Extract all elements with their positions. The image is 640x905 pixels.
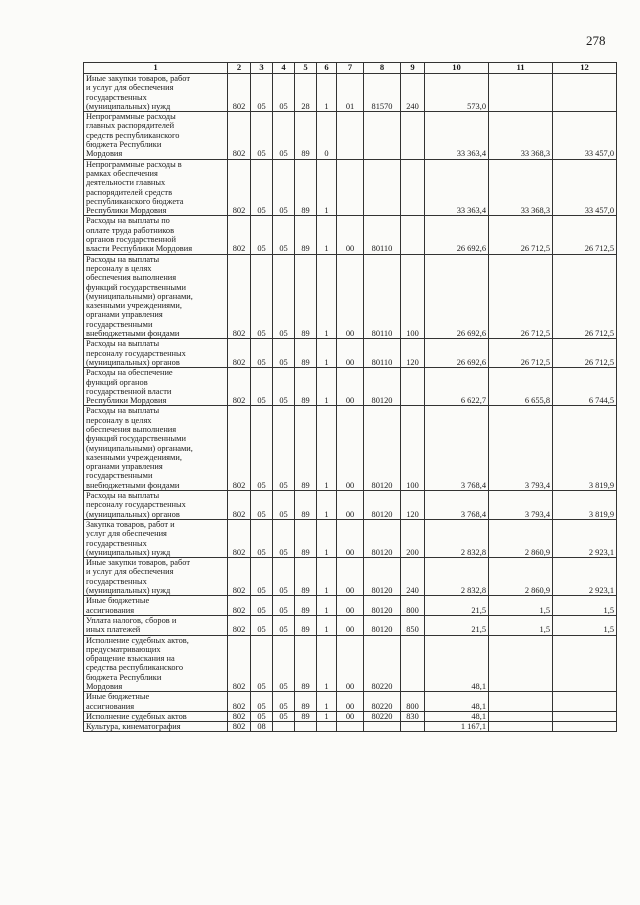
direction-cell: 80120 — [364, 615, 401, 635]
direction-cell — [364, 112, 401, 159]
program-cell: 89 — [295, 491, 317, 520]
expense-type-cell — [401, 112, 425, 159]
direction-cell: 80220 — [364, 711, 401, 721]
amount-year1-cell: 21,5 — [425, 596, 489, 616]
amount-year1-cell: 2 832,8 — [425, 558, 489, 596]
subprogram-cell: 1 — [317, 159, 337, 216]
gr-code-cell: 802 — [228, 558, 251, 596]
header-row — [84, 63, 617, 74]
section-cell: 05 — [251, 711, 273, 721]
event-cell — [337, 112, 364, 159]
direction-cell: 81570 — [364, 74, 401, 112]
gr-code-cell: 802 — [228, 596, 251, 616]
header-cell: 10 — [425, 63, 489, 74]
amount-year3-cell — [553, 692, 617, 712]
table-row — [84, 216, 617, 254]
row-name-cell: Расходы на выплаты персоналу в целях обеспечения выполнения функций государственными (муниципальными) органами, казенными учреждениями, органами управления государственными внебюджетными фондами — [84, 406, 228, 491]
gr-code-cell: 802 — [228, 254, 251, 339]
event-cell: 00 — [337, 368, 364, 406]
gr-code-cell: 802 — [228, 491, 251, 520]
subsection-cell: 05 — [273, 558, 295, 596]
amount-year2-cell — [489, 711, 553, 721]
table-row — [84, 112, 617, 159]
subsection-cell: 05 — [273, 112, 295, 159]
expense-type-cell — [401, 635, 425, 692]
direction-cell: 80120 — [364, 596, 401, 616]
amount-year2-cell — [489, 692, 553, 712]
subprogram-cell: 0 — [317, 112, 337, 159]
event-cell — [337, 159, 364, 216]
header-cell: 8 — [364, 63, 401, 74]
direction-cell: 80110 — [364, 339, 401, 368]
expense-type-cell — [401, 159, 425, 216]
direction-cell — [364, 159, 401, 216]
amount-year1-cell: 48,1 — [425, 635, 489, 692]
table-row — [84, 254, 617, 339]
amount-year1-cell: 21,5 — [425, 615, 489, 635]
amount-year2-cell: 6 655,8 — [489, 368, 553, 406]
direction-cell: 80120 — [364, 368, 401, 406]
program-cell: 89 — [295, 159, 317, 216]
row-name-cell: Расходы на обеспечение функций органов государственной власти Республики Мордовия — [84, 368, 228, 406]
section-cell: 08 — [251, 722, 273, 732]
amount-year2-cell: 3 793,4 — [489, 491, 553, 520]
program-cell: 89 — [295, 254, 317, 339]
row-name-cell: Иные бюджетные ассигнования — [84, 596, 228, 616]
program-cell: 89 — [295, 112, 317, 159]
row-name-cell: Расходы на выплаты персоналу в целях обеспечения выполнения функций государственными (муниципальными) органами, казенными учреждениями, органами управления государственными внебюджетными фондами — [84, 254, 228, 339]
gr-code-cell: 802 — [228, 74, 251, 112]
subsection-cell: 05 — [273, 74, 295, 112]
expense-type-cell: 100 — [401, 254, 425, 339]
gr-code-cell: 802 — [228, 406, 251, 491]
amount-year3-cell: 33 457,0 — [553, 159, 617, 216]
subprogram-cell: 1 — [317, 74, 337, 112]
amount-year2-cell: 1,5 — [489, 615, 553, 635]
table-row — [84, 558, 617, 596]
program-cell: 89 — [295, 596, 317, 616]
row-name-cell: Иные бюджетные ассигнования — [84, 692, 228, 712]
table-row — [84, 368, 617, 406]
row-name-cell: Уплата налогов, сборов и иных платежей — [84, 615, 228, 635]
header-cell: 1 — [84, 63, 228, 74]
subprogram-cell: 1 — [317, 558, 337, 596]
section-cell: 05 — [251, 216, 273, 254]
subsection-cell: 05 — [273, 159, 295, 216]
subsection-cell: 05 — [273, 519, 295, 557]
expense-type-cell — [401, 216, 425, 254]
subsection-cell: 05 — [273, 596, 295, 616]
amount-year2-cell — [489, 722, 553, 732]
amount-year3-cell — [553, 635, 617, 692]
section-cell: 05 — [251, 558, 273, 596]
direction-cell — [364, 722, 401, 732]
subsection-cell: 05 — [273, 692, 295, 712]
expense-type-cell: 240 — [401, 74, 425, 112]
event-cell: 00 — [337, 216, 364, 254]
amount-year2-cell: 1,5 — [489, 596, 553, 616]
subprogram-cell: 1 — [317, 519, 337, 557]
budget-table — [83, 62, 617, 732]
row-name-cell: Закупка товаров, работ и услуг для обеспечения государственных (муниципальных) нужд — [84, 519, 228, 557]
expense-type-cell — [401, 722, 425, 732]
program-cell: 89 — [295, 406, 317, 491]
event-cell: 00 — [337, 254, 364, 339]
subprogram-cell: 1 — [317, 711, 337, 721]
subprogram-cell: 1 — [317, 491, 337, 520]
header-cell: 11 — [489, 63, 553, 74]
amount-year1-cell: 48,1 — [425, 692, 489, 712]
table-row — [84, 722, 617, 732]
table-row — [84, 692, 617, 712]
row-name-cell: Расходы на выплаты персоналу государственных (муниципальных) органов — [84, 339, 228, 368]
expense-type-cell: 850 — [401, 615, 425, 635]
event-cell — [337, 722, 364, 732]
gr-code-cell: 802 — [228, 519, 251, 557]
section-cell: 05 — [251, 159, 273, 216]
section-cell: 05 — [251, 254, 273, 339]
header-cell: 7 — [337, 63, 364, 74]
amount-year3-cell: 2 923,1 — [553, 558, 617, 596]
amount-year1-cell: 3 768,4 — [425, 406, 489, 491]
gr-code-cell: 802 — [228, 159, 251, 216]
subprogram-cell: 1 — [317, 339, 337, 368]
program-cell — [295, 722, 317, 732]
subprogram-cell: 1 — [317, 635, 337, 692]
amount-year2-cell: 2 860,9 — [489, 558, 553, 596]
gr-code-cell: 802 — [228, 692, 251, 712]
row-name-cell: Непрограммные расходы главных распорядителей средств республиканского бюджета Республики Мордовия — [84, 112, 228, 159]
program-cell: 89 — [295, 558, 317, 596]
subsection-cell: 05 — [273, 254, 295, 339]
direction-cell: 80120 — [364, 519, 401, 557]
table-row — [84, 159, 617, 216]
amount-year1-cell: 1 167,1 — [425, 722, 489, 732]
amount-year3-cell: 3 819,9 — [553, 491, 617, 520]
amount-year1-cell: 2 832,8 — [425, 519, 489, 557]
amount-year3-cell: 26 712,5 — [553, 216, 617, 254]
row-name-cell: Исполнение судебных актов, предусматривающих обращение взыскания на средства республиканского бюджета Республики Мордовия — [84, 635, 228, 692]
gr-code-cell: 802 — [228, 635, 251, 692]
page-number: 278 — [586, 33, 606, 48]
section-cell: 05 — [251, 635, 273, 692]
event-cell: 00 — [337, 558, 364, 596]
expense-type-cell: 240 — [401, 558, 425, 596]
event-cell: 00 — [337, 519, 364, 557]
program-cell: 89 — [295, 368, 317, 406]
amount-year3-cell — [553, 711, 617, 721]
direction-cell: 80120 — [364, 491, 401, 520]
section-cell: 05 — [251, 112, 273, 159]
section-cell: 05 — [251, 339, 273, 368]
subsection-cell: 05 — [273, 406, 295, 491]
gr-code-cell: 802 — [228, 711, 251, 721]
subprogram-cell — [317, 722, 337, 732]
section-cell: 05 — [251, 406, 273, 491]
amount-year2-cell: 33 368,3 — [489, 112, 553, 159]
subsection-cell: 05 — [273, 635, 295, 692]
subsection-cell — [273, 722, 295, 732]
expense-type-cell: 830 — [401, 711, 425, 721]
section-cell: 05 — [251, 491, 273, 520]
event-cell: 00 — [337, 339, 364, 368]
subsection-cell: 05 — [273, 339, 295, 368]
section-cell: 05 — [251, 615, 273, 635]
row-name-cell: Расходы на выплаты персоналу государственных (муниципальных) органов — [84, 491, 228, 520]
section-cell: 05 — [251, 74, 273, 112]
amount-year3-cell — [553, 74, 617, 112]
header-cell: 3 — [251, 63, 273, 74]
amount-year2-cell — [489, 74, 553, 112]
amount-year2-cell — [489, 635, 553, 692]
row-name-cell: Непрограммные расходы в рамках обеспечения деятельности главных распорядителей средств республиканского бюджета Республики Мордовия — [84, 159, 228, 216]
expense-type-cell: 800 — [401, 692, 425, 712]
program-cell: 89 — [295, 615, 317, 635]
header-cell: 4 — [273, 63, 295, 74]
gr-code-cell: 802 — [228, 722, 251, 732]
table-row — [84, 711, 617, 721]
subsection-cell: 05 — [273, 368, 295, 406]
table-row — [84, 491, 617, 520]
expense-type-cell: 120 — [401, 491, 425, 520]
amount-year2-cell: 26 712,5 — [489, 216, 553, 254]
direction-cell: 80120 — [364, 558, 401, 596]
amount-year1-cell: 48,1 — [425, 711, 489, 721]
amount-year3-cell — [553, 722, 617, 732]
amount-year3-cell: 6 744,5 — [553, 368, 617, 406]
event-cell: 00 — [337, 491, 364, 520]
direction-cell: 80120 — [364, 406, 401, 491]
program-cell: 89 — [295, 692, 317, 712]
event-cell: 00 — [337, 615, 364, 635]
gr-code-cell: 802 — [228, 615, 251, 635]
amount-year1-cell: 6 622,7 — [425, 368, 489, 406]
table-row — [84, 519, 617, 557]
direction-cell: 80110 — [364, 254, 401, 339]
subsection-cell: 05 — [273, 711, 295, 721]
expense-type-cell: 800 — [401, 596, 425, 616]
amount-year3-cell: 1,5 — [553, 615, 617, 635]
direction-cell: 80220 — [364, 692, 401, 712]
section-cell: 05 — [251, 596, 273, 616]
section-cell: 05 — [251, 368, 273, 406]
expense-type-cell: 200 — [401, 519, 425, 557]
gr-code-cell: 802 — [228, 339, 251, 368]
amount-year1-cell: 26 692,6 — [425, 216, 489, 254]
program-cell: 89 — [295, 519, 317, 557]
gr-code-cell: 802 — [228, 216, 251, 254]
row-name-cell: Расходы на выплаты по оплате труда работников органов государственной власти Республики Мордовия — [84, 216, 228, 254]
amount-year1-cell: 26 692,6 — [425, 254, 489, 339]
table-row — [84, 596, 617, 616]
header-cell: 5 — [295, 63, 317, 74]
table-row — [84, 406, 617, 491]
subprogram-cell: 1 — [317, 254, 337, 339]
amount-year3-cell: 33 457,0 — [553, 112, 617, 159]
gr-code-cell: 802 — [228, 368, 251, 406]
program-cell: 89 — [295, 635, 317, 692]
event-cell: 01 — [337, 74, 364, 112]
subprogram-cell: 1 — [317, 216, 337, 254]
subprogram-cell: 1 — [317, 615, 337, 635]
subprogram-cell: 1 — [317, 596, 337, 616]
amount-year2-cell: 2 860,9 — [489, 519, 553, 557]
subprogram-cell: 1 — [317, 368, 337, 406]
amount-year2-cell: 26 712,5 — [489, 339, 553, 368]
subsection-cell: 05 — [273, 615, 295, 635]
subsection-cell: 05 — [273, 491, 295, 520]
event-cell: 00 — [337, 596, 364, 616]
subprogram-cell: 1 — [317, 406, 337, 491]
table-row — [84, 615, 617, 635]
section-cell: 05 — [251, 519, 273, 557]
expense-type-cell: 100 — [401, 406, 425, 491]
row-name-cell: Культура, кинематография — [84, 722, 228, 732]
subsection-cell: 05 — [273, 216, 295, 254]
event-cell: 00 — [337, 635, 364, 692]
amount-year1-cell: 26 692,6 — [425, 339, 489, 368]
direction-cell: 80110 — [364, 216, 401, 254]
program-cell: 89 — [295, 339, 317, 368]
table-row — [84, 339, 617, 368]
amount-year3-cell: 26 712,5 — [553, 339, 617, 368]
amount-year2-cell: 26 712,5 — [489, 254, 553, 339]
amount-year3-cell: 26 712,5 — [553, 254, 617, 339]
amount-year3-cell: 1,5 — [553, 596, 617, 616]
subprogram-cell: 1 — [317, 692, 337, 712]
program-cell: 28 — [295, 74, 317, 112]
row-name-cell: Исполнение судебных актов — [84, 711, 228, 721]
expense-type-cell: 120 — [401, 339, 425, 368]
event-cell: 00 — [337, 711, 364, 721]
table-row — [84, 74, 617, 112]
amount-year1-cell: 573,0 — [425, 74, 489, 112]
table-row — [84, 635, 617, 692]
header-cell: 12 — [553, 63, 617, 74]
section-cell: 05 — [251, 692, 273, 712]
header-cell: 9 — [401, 63, 425, 74]
gr-code-cell: 802 — [228, 112, 251, 159]
program-cell: 89 — [295, 711, 317, 721]
amount-year3-cell: 2 923,1 — [553, 519, 617, 557]
header-cell: 6 — [317, 63, 337, 74]
expense-type-cell — [401, 368, 425, 406]
amount-year1-cell: 3 768,4 — [425, 491, 489, 520]
row-name-cell: Иные закупки товаров, работ и услуг для обеспечения государственных (муниципальных) нужд — [84, 74, 228, 112]
amount-year2-cell: 33 368,3 — [489, 159, 553, 216]
event-cell: 00 — [337, 406, 364, 491]
direction-cell: 80220 — [364, 635, 401, 692]
event-cell: 00 — [337, 692, 364, 712]
amount-year2-cell: 3 793,4 — [489, 406, 553, 491]
header-cell: 2 — [228, 63, 251, 74]
row-name-cell: Иные закупки товаров, работ и услуг для обеспечения государственных (муниципальных) нужд — [84, 558, 228, 596]
amount-year3-cell: 3 819,9 — [553, 406, 617, 491]
amount-year1-cell: 33 363,4 — [425, 159, 489, 216]
program-cell: 89 — [295, 216, 317, 254]
amount-year1-cell: 33 363,4 — [425, 112, 489, 159]
